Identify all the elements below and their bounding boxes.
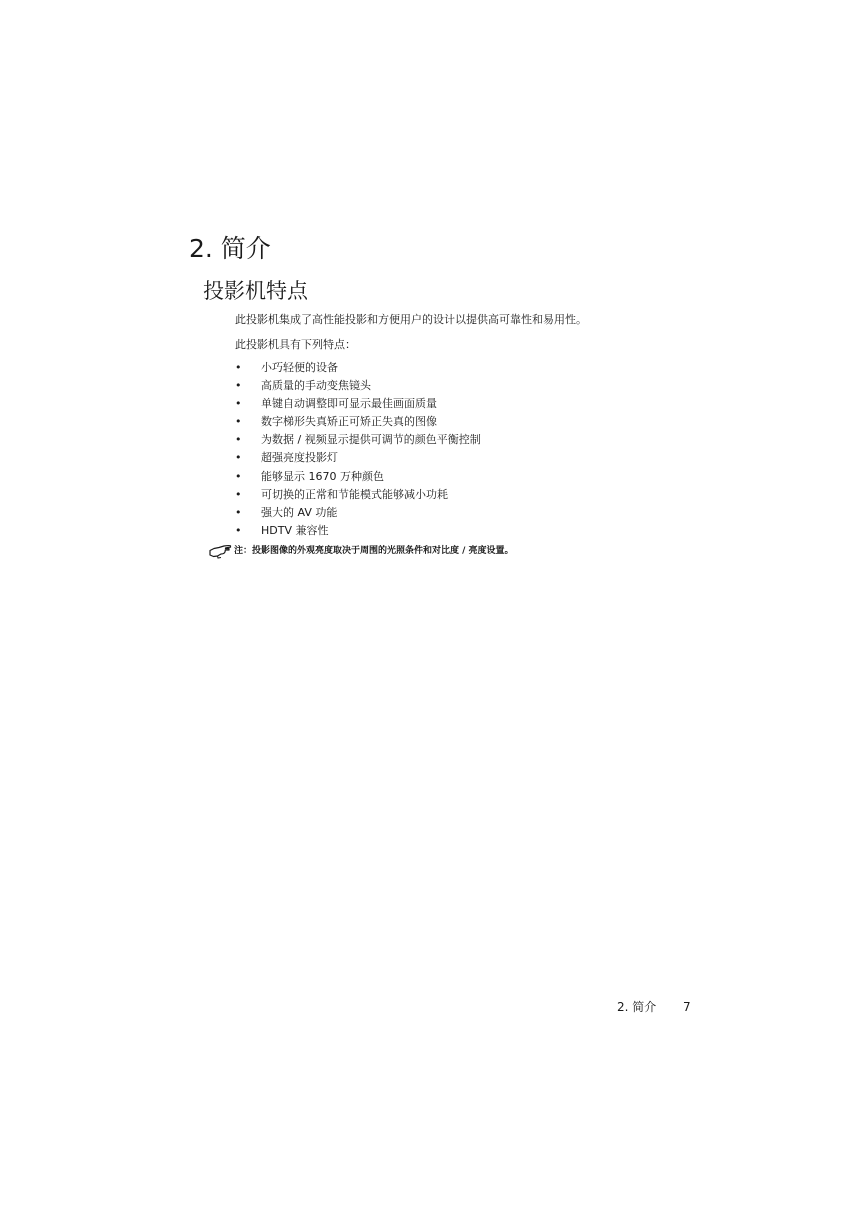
section-title: 投影机特点 [203, 279, 308, 303]
pointing-hand-icon [208, 544, 232, 559]
page-number: 7 [683, 1000, 691, 1014]
bullet-icon: • [235, 505, 242, 519]
footer-section-label: 2. 简介 [617, 1000, 657, 1014]
feature-text: 强大的 AV 功能 [261, 505, 338, 519]
bullet-icon: • [235, 469, 242, 483]
feature-text: 为数据 / 视频显示提供可调节的颜色平衡控制 [261, 433, 481, 447]
bullet-icon: • [235, 487, 242, 501]
bullet-icon: • [235, 397, 242, 411]
feature-text: 超强亮度投影灯 [261, 451, 338, 465]
feature-text: 数字梯形失真矫正可矫正失真的图像 [261, 415, 437, 429]
feature-text: 可切换的正常和节能模式能够减小功耗 [261, 487, 448, 501]
feature-text: 能够显示 1670 万种颜色 [261, 469, 384, 483]
bullet-icon: • [235, 451, 242, 465]
feature-text: 小巧轻便的设备 [261, 361, 338, 374]
chapter-title: 2. 简介 [189, 234, 271, 263]
intro-paragraph: 此投影机集成了高性能投影和方便用户的设计以提供高可靠性和易用性。 [235, 313, 587, 326]
list-lead-paragraph: 此投影机具有下列特点： [235, 338, 356, 351]
bullet-icon: • [235, 379, 242, 393]
bullet-icon: • [235, 433, 242, 447]
bullet-icon: • [235, 361, 242, 374]
note-text: 注：投影图像的外观亮度取决于周围的光照条件和对比度 / 亮度设置。 [234, 546, 514, 556]
feature-text: HDTV 兼容性 [261, 523, 329, 537]
feature-text: 高质量的手动变焦镜头 [261, 379, 371, 393]
feature-text: 单键自动调整即可显示最佳画面质量 [261, 397, 437, 411]
bullet-icon: • [235, 415, 242, 429]
bullet-icon: • [235, 523, 242, 537]
